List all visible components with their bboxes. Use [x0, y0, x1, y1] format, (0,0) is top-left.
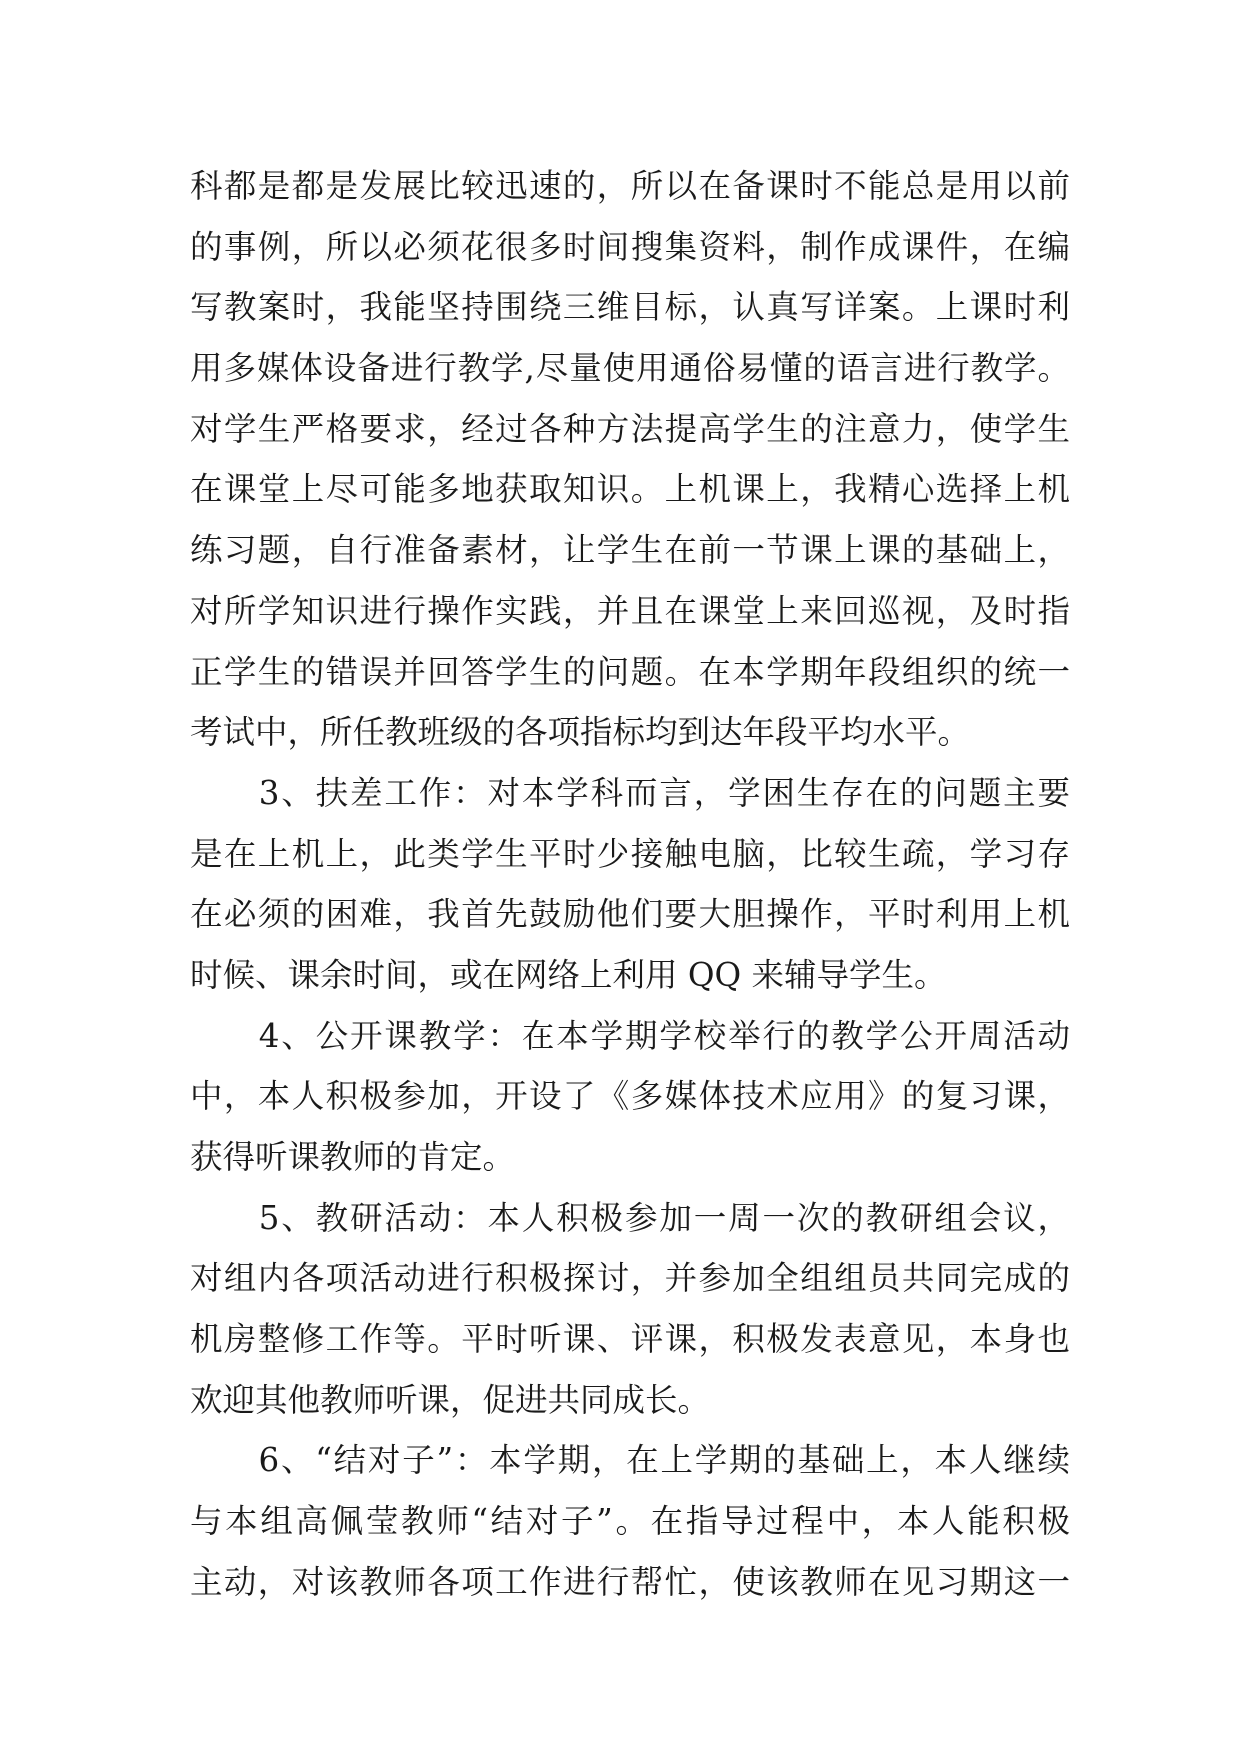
- text-line: 在必须的困难，我首先鼓励他们要大胆操作，平时利用上机: [190, 895, 1070, 934]
- paragraph-end-line: 考试中，所任教班级的各项指标均到达年段平均水平。: [190, 713, 971, 752]
- text-line: 对学生严格要求，经过各种方法提高学生的注意力，使学生: [190, 409, 1070, 448]
- text-line: 在课堂上尽可能多地获取知识。上机课上，我精心选择上机: [190, 470, 1070, 509]
- text-line: 写教案时，我能坚持围绕三维目标，认真写详案。上课时利: [190, 288, 1070, 327]
- paragraph-first-line: 6、“结对子”：本学期，在上学期的基础上，本人继续: [190, 1441, 1070, 1480]
- text-line: 中，本人积极参加，开设了《多媒体技术应用》的复习课，: [190, 1077, 1070, 1116]
- text-line: 的事例，所以必须花很多时间搜集资料，制作成课件，在编: [190, 227, 1070, 266]
- text-line: 对所学知识进行操作实践，并且在课堂上来回巡视，及时指: [190, 591, 1070, 630]
- paragraph-end-line: 时候、课余时间，或在网络上利用 QQ 来辅导学生。: [190, 955, 947, 994]
- paragraph-first-line: 4、公开课教学：在本学期学校举行的教学公开周活动: [190, 1016, 1070, 1055]
- text-line: 主动，对该教师各项工作进行帮忙，使该教师在见习期这一: [190, 1562, 1070, 1601]
- text-line: 与本组高佩莹教师“结对子”。在指导过程中，本人能积极: [190, 1502, 1070, 1541]
- paragraph-first-line: 3、扶差工作：对本学科而言，学困生存在的问题主要: [190, 773, 1070, 812]
- paragraph-end-line: 获得听课教师的肯定。: [190, 1138, 516, 1176]
- text-line: 是在上机上，此类学生平时少接触电脑，比较生疏，学习存: [190, 834, 1070, 873]
- paragraph-end-line: 欢迎其他教师听课，促进共同成长。: [190, 1380, 711, 1419]
- text-line: 对组内各项活动进行积极探讨，并参加全组组员共同完成的: [190, 1259, 1070, 1298]
- text-line: 机房整修工作等。平时听课、评课，积极发表意见，本身也: [190, 1320, 1070, 1359]
- text-line: 科都是都是发展比较迅速的，所以在备课时不能总是用以前: [190, 167, 1070, 205]
- text-line: 练习题，自行准备素材，让学生在前一节课上课的基础上，: [190, 531, 1070, 570]
- text-line: 用多媒体设备进行教学,尽量使用通俗易懂的语言进行教学。: [190, 349, 1070, 388]
- body-text: [190, 156, 1070, 1613]
- text-line: 正学生的错误并回答学生的问题。在本学期年段组织的统一: [190, 652, 1070, 691]
- paragraph-first-line: 5、教研活动：本人积极参加一周一次的教研组会议，: [190, 1198, 1070, 1237]
